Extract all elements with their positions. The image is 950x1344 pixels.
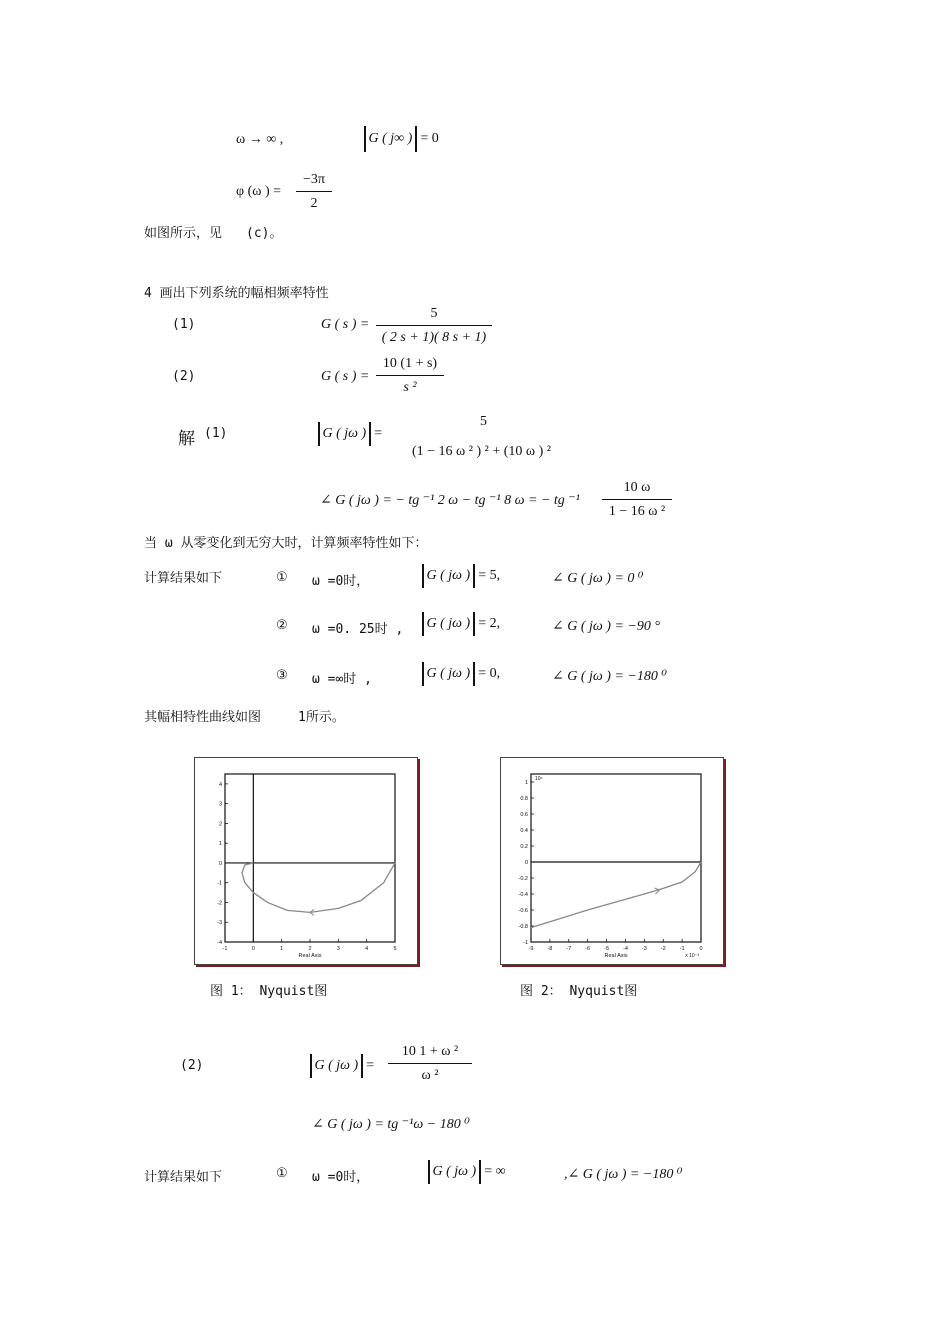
y-tick-label: 0.8 [520, 796, 528, 802]
y-tick-label: -0.8 [518, 924, 528, 930]
x-tick-label: -8 [547, 946, 553, 952]
nyquist-curve [531, 862, 701, 928]
y-tick-label: -0.4 [518, 892, 528, 898]
nyquist-plot-2 [501, 758, 723, 964]
magnitude-num: 5 [480, 414, 487, 429]
y-tick-label: 0.2 [520, 844, 528, 850]
nyquist-curve [242, 863, 395, 912]
calc2-label: 计算结果如下 [144, 1170, 223, 1185]
text-see-figure: 如图所示，见 [144, 226, 223, 241]
row-magnitude: G ( jω ) = 0, [422, 662, 500, 686]
text-c: (c)。 [246, 226, 283, 241]
row2-magnitude: G ( jω ) = ∞ [428, 1160, 506, 1184]
item2-label: (2) [172, 369, 196, 384]
equals-zero: = 0 [420, 131, 439, 147]
y-tick-label: -0.2 [518, 876, 528, 882]
y-tick-label: 0.6 [520, 812, 528, 818]
y-tick-label: -3 [217, 920, 222, 927]
x-tick-label: 0 [251, 946, 255, 952]
y-tick-label: -1 [523, 940, 528, 946]
magnitude-g2: G ( jω ) = [310, 1054, 374, 1078]
x-tick-label: 4 [365, 946, 369, 952]
row-bullet: ② [276, 618, 288, 633]
x-tick-label: -2 [660, 946, 666, 952]
x-tick-label: 2 [308, 946, 312, 952]
x-tick-label: -5 [604, 946, 610, 952]
x-tick-label: 5 [393, 946, 397, 952]
magnitude-infinity [364, 126, 439, 152]
plot-text-b: 1所示。 [298, 710, 345, 725]
figure-2 [500, 757, 724, 965]
y-tick-label: 1 [218, 841, 222, 848]
row2-angle: ,∠ G ( jω ) = −180 ⁰ [564, 1167, 683, 1182]
row-angle: ∠ G ( jω ) = −90 ° [552, 619, 660, 634]
figure-2-caption: 图 2： Nyquist图 [520, 984, 638, 999]
row-omega: ω =∞时 , [312, 672, 372, 687]
x-tick-label: -9 [528, 946, 534, 952]
y-tick-label: 0.4 [520, 828, 528, 834]
x-tick-label: -3 [641, 946, 647, 952]
y-tick-label: 0 [524, 860, 528, 866]
problem-title: 4 画出下列系统的幅相频率特性 [144, 286, 329, 301]
y-tick-label: 1 [524, 780, 528, 786]
x-tick-label: -6 [585, 946, 591, 952]
magnitude-g1: G ( jω ) = [318, 422, 382, 446]
row2-bullet: ① [276, 1166, 288, 1181]
item1-label: (1) [172, 317, 196, 332]
row-angle: ∠ G ( jω ) = 0 ⁰ [552, 571, 644, 586]
item2-fraction: $\frac{10 (1 + s)}{\text{s ²}}$ [376, 356, 444, 396]
magnitude2-fraction: $\frac{\text{10 1 + ω ²}}{\text{ω ²}}$ [388, 1044, 472, 1084]
row-bullet: ① [276, 570, 288, 585]
x-tick-label: -1 [679, 946, 685, 952]
row-magnitude: G ( jω ) = 2, [422, 612, 500, 636]
y-tick-label: -4 [217, 940, 222, 946]
y-tick-label: 2 [218, 821, 222, 828]
row-omega: ω =0. 25时 , [312, 622, 404, 637]
angle-expression: ∠ G ( jω ) = − tg ⁻¹ 2 ω − tg ⁻¹ 8 ω = − tg ⁻¹ [320, 493, 580, 508]
omega-limit: ω → ∞ , [236, 132, 284, 147]
row-angle: ∠ G ( jω ) = −180 ⁰ [552, 669, 667, 684]
exponent-label-top: 10⁴ [535, 776, 543, 782]
y-tick-label: 0 [218, 860, 222, 867]
calc-label: 计算结果如下 [144, 571, 223, 586]
phi-fraction: $\frac{-3\pi}{2}$ [296, 172, 332, 212]
x-tick-label: -1 [222, 946, 228, 952]
figure-1 [194, 757, 418, 965]
x-axis-label: Real Axis [298, 953, 322, 959]
row-magnitude: G ( jω ) = 5, [422, 564, 500, 588]
y-tick-label: 4 [218, 781, 222, 788]
x-tick-label: -7 [566, 946, 572, 952]
exponent-label-bottom: x 10⁻³ [685, 953, 699, 959]
figure-1-caption: 图 1： Nyquist图 [210, 984, 328, 999]
solution2-label: (2) [180, 1058, 204, 1073]
phi-lhs: φ (ω ) = [236, 184, 282, 199]
g-jinf: G ( j∞ ) [368, 131, 413, 147]
row-bullet: ③ [276, 668, 288, 683]
plot-frame [225, 774, 395, 942]
solution-part-label: (1) [204, 426, 228, 441]
row-omega: ω =0时， [312, 574, 370, 589]
plot-frame [531, 774, 701, 942]
solution-label: 解 [178, 429, 195, 449]
y-tick-label: -2 [217, 900, 222, 907]
x-tick-label: -4 [622, 946, 628, 952]
y-tick-label: -1 [217, 880, 222, 887]
x-tick-label: 1 [280, 946, 284, 952]
magnitude-den: (1 − 16 ω ² ) ² + (10 ω ) ² [412, 444, 551, 459]
item2-lhs: G ( s ) = [321, 369, 370, 384]
x-tick-label: 3 [336, 946, 340, 952]
y-tick-label: 3 [218, 801, 222, 808]
nyquist-plot-1 [195, 758, 417, 964]
y-tick-label: -0.6 [518, 908, 528, 914]
plot-text-a: 其幅相特性曲线如图 [144, 710, 262, 725]
x-tick-label: 0 [699, 946, 703, 952]
x-axis-label: Real Axis [604, 953, 628, 959]
item1-lhs: G ( s ) = [321, 317, 370, 332]
row2-omega: ω =0时， [312, 1170, 370, 1185]
omega-range-text: 当 ω 从零变化到无穷大时，计算频率特性如下： [144, 536, 428, 551]
item1-fraction: $\frac{5}{( 2 s + 1)( 8 s + 1)}$ [376, 306, 492, 346]
angle-fraction: $\frac{10 \omega}{\text{1 − 16 ω ²}}$ [602, 480, 672, 520]
angle2-expression: ∠ G ( jω ) = tg ⁻¹ω − 180 ⁰ [312, 1117, 470, 1132]
